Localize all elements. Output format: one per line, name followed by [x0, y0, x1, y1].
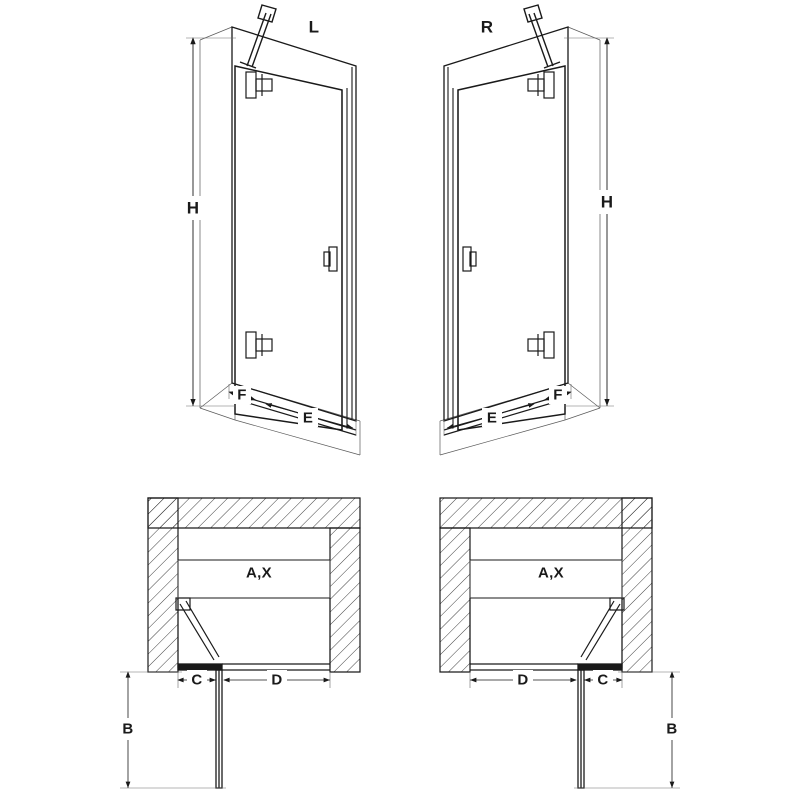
plan-view-right	[440, 498, 682, 788]
label-plan-left-b: B	[122, 720, 134, 738]
label-height-right: H	[600, 192, 614, 212]
label-e-left: E	[302, 409, 314, 427]
plan-view-left	[118, 498, 360, 788]
label-plan-left-c: C	[191, 671, 203, 689]
wall-hatch-left	[148, 498, 360, 672]
label-variant-left: L	[308, 17, 320, 37]
wall-hatch-right	[440, 498, 652, 672]
label-plan-left-width: A,X	[246, 564, 272, 582]
label-variant-right: R	[480, 17, 494, 37]
label-f-left: F	[237, 386, 247, 404]
label-plan-right-b: B	[666, 720, 678, 738]
label-plan-left-d: D	[271, 671, 283, 689]
label-height-left: H	[186, 198, 200, 218]
elevation-view-right	[440, 5, 617, 455]
label-plan-right-d: D	[517, 671, 529, 689]
elevation-view-left	[183, 5, 360, 455]
label-plan-right-c: C	[597, 671, 609, 689]
label-f-right: F	[553, 386, 563, 404]
label-plan-right-width: A,X	[538, 564, 564, 582]
label-e-right: E	[486, 409, 498, 427]
